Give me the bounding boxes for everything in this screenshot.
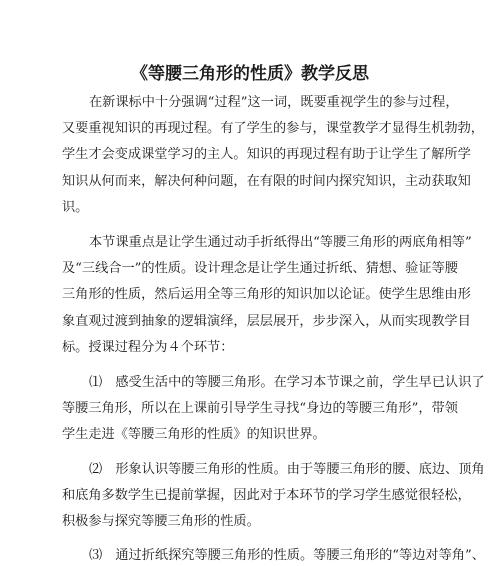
paragraph-1-line-2: 又要重视知识的再现过程。有了学生的参与，课堂教学才显得生机勃勃， — [62, 121, 484, 136]
paragraph-3-line-1: ⑴ 感受生活中的等腰三角形。在学习本节课之前，学生早已认识了 — [89, 375, 485, 390]
paragraph-2-line-1: 本节课重点是让学生通过动手折纸得出“等腰三角形的两底角相等” — [89, 235, 472, 250]
paragraph-3-line-2: 等腰三角形，所以在上课前引导学生寻找“身边的等腰三角形”，带领 — [62, 401, 458, 416]
paragraph-1-line-5: 识。 — [62, 200, 89, 215]
paragraph-5-line-1: ⑶ 通过折纸探究等腰三角形的性质。等腰三角形的“等边对等角”、 — [89, 548, 485, 563]
document-title: 《等腰三角形的性质》教学反思 — [131, 64, 369, 84]
paragraph-1-line-4: 知识从何而来，解决何种问题，在有限的时间内探究知识，主动获取知 — [62, 174, 471, 189]
paragraph-2-line-3: 三角形的性质，然后运用全等三角形的知识加以论证。使学生思维由形 — [62, 287, 471, 302]
paragraph-2-line-2: 及“三线合一”的性质。设计理念是让学生通过折纸、猜想、验证等腰 — [62, 261, 458, 276]
paragraph-4-line-3: 积极参与探究等腰三角形的性质。 — [62, 514, 260, 529]
paragraph-4-line-2: 和底角多数学生已提前掌握，因此对于本环节的学习学生感觉很轻松， — [62, 488, 471, 503]
paragraph-2-line-5: 标。授课过程分为４个环节： — [62, 340, 234, 355]
paragraph-1-line-1: 在新课标中十分强调“过程”这一词，既要重视学生的参与过程， — [89, 95, 459, 110]
paragraph-3-line-3: 学生走进《等腰三角形的性质》的知识世界。 — [62, 427, 326, 442]
paragraph-1-line-3: 学生才会变成课堂学习的主人。知识的再现过程有助于让学生了解所学 — [62, 147, 471, 162]
paragraph-4-line-1: ⑵ 形象认识等腰三角形的性质。由于等腰三角形的腰、底边、顶角 — [89, 462, 485, 477]
paragraph-2-line-4: 象直观过渡到抽象的逻辑演绎，层层展开，步步深入，从而实现教学目 — [62, 314, 471, 329]
